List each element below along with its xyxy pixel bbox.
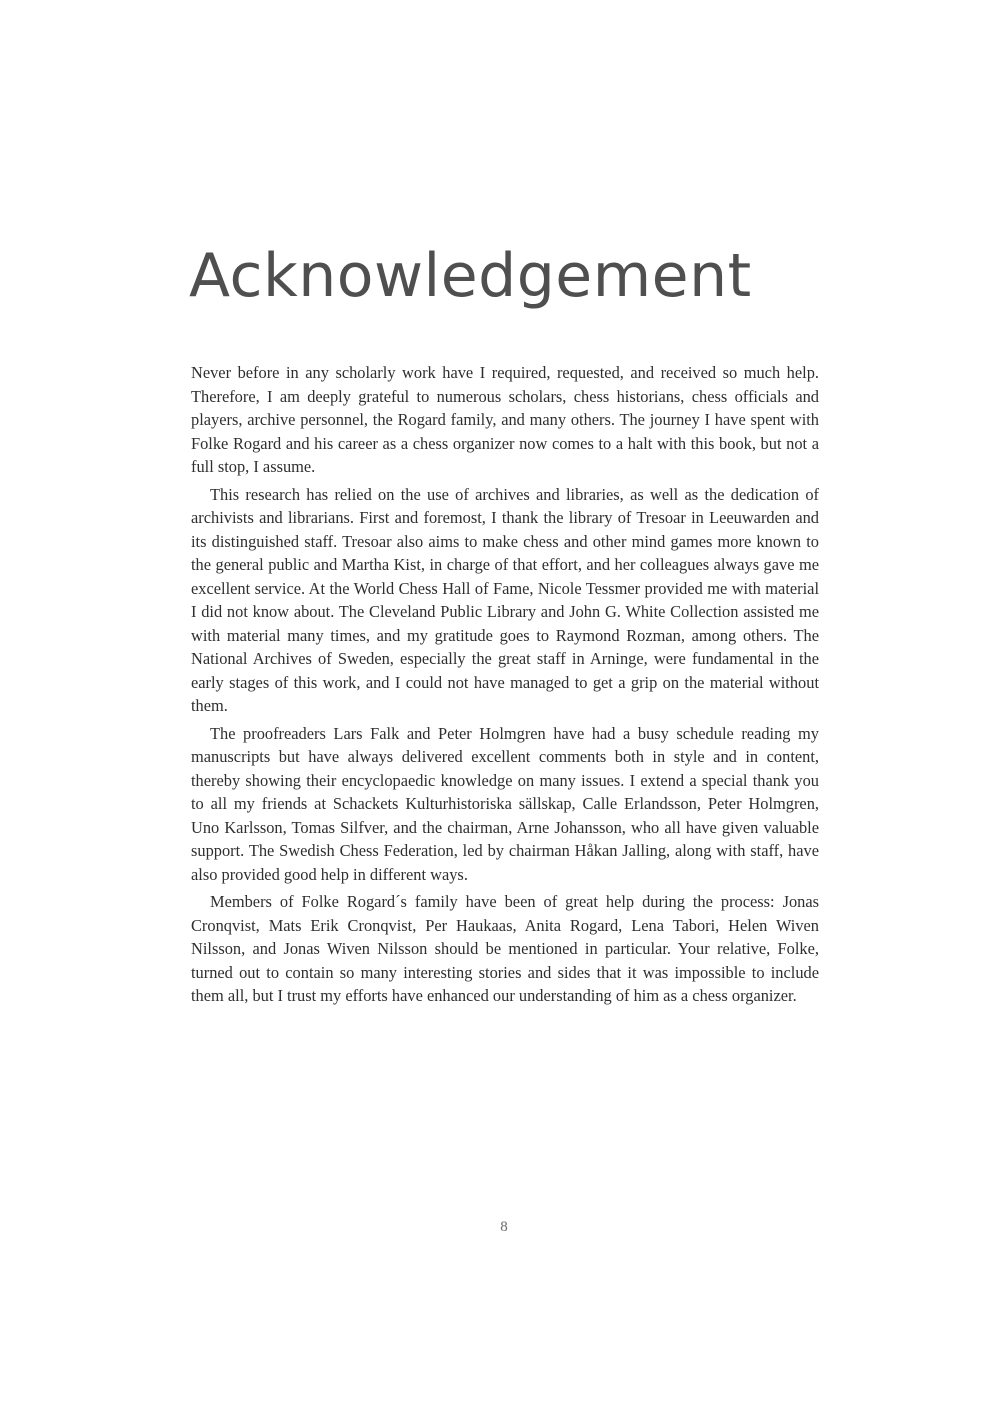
paragraph-4: Members of Folke Rogard´s family have been of great help during the process: Jonas Cronqvist, Mats Erik Cronqvist, Per Haukaas, Anita Rogard, Lena Tabori, Helen Wiven Nilsson, and Jonas Wiven Nilsson should be mentioned in particular. Your relative, Folke, turned out to contain so many interesting stories and sides that it was impossible to include them all, but I trust my efforts have enhanced our understanding of him as a chess organizer. — [191, 892, 819, 1005]
paragraph-1: Never before in any scholarly work have I required, requested, and received so much help. Therefore, I am deeply grateful to numerous scholars, chess historians, chess officials and players, archive personnel, the Rogard family, and many others. The journey I have spent with Folke Rogard and his career as a chess organizer now comes to a halt with this book, but not a full stop, I assume. — [191, 363, 819, 476]
page-number: 8 — [500, 1219, 508, 1235]
acknowledgement-body — [191, 361, 819, 1012]
paragraph-3: The proofreaders Lars Falk and Peter Holmgren have had a busy schedule reading my manuscripts but have always delivered excellent comments both in style and in content, thereby showing their encyclopaedic knowledge on many issues. I extend a special thank you to all my friends at Schackets Kulturhistoriska sällskap, Calle Erlandsson, Peter Holmgren, Uno Karlsson, Tomas Silfver, and the chairman, Arne Johansson, who all have given valuable support. The Swedish Chess Federation, led by chairman Håkan Jalling, along with staff, have also provided good help in different ways. — [191, 723, 819, 884]
paragraph-2: This research has relied on the use of archives and libraries, as well as the dedication of archivists and librarians. First and foremost, I thank the library of Tresoar in Leeuwarden and its distinguished staff. Tresoar also aims to make chess and other mind games more known to the general public and Martha Kist, in charge of that effort, and her colleagues always gave me excellent service. At the World Chess Hall of Fame, Nicole Tessmer provided me with material I did not know about. The Cleveland Public Library and John G. White Collection assisted me with material many times, and my gratitude goes to Raymond Rozman, among others. The National Archives of Sweden, especially the great staff in Arninge, were fundamental in the early stages of this work, and I could not have managed to get a grip on the material without them. — [191, 484, 819, 715]
page-title: Acknowledgement — [189, 241, 752, 311]
